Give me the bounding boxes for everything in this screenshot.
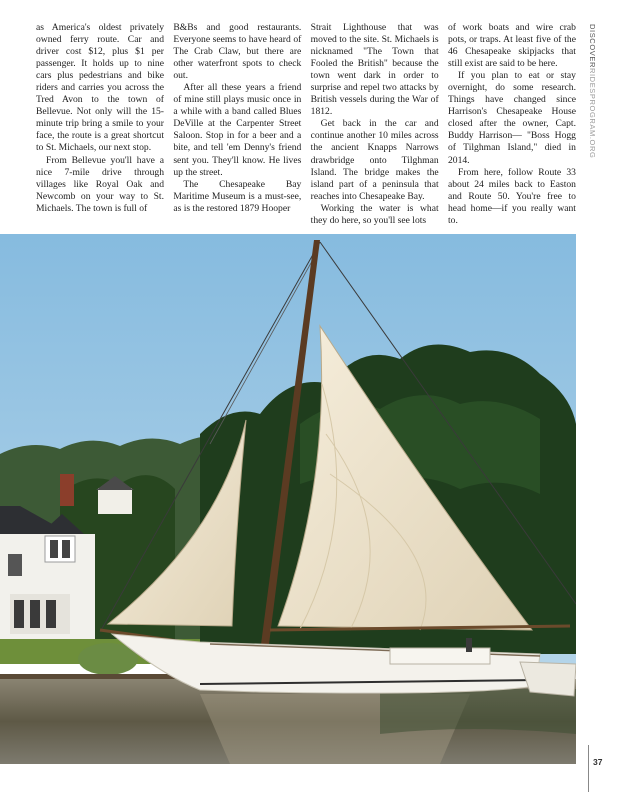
- deck-figure: [466, 638, 472, 652]
- paragraph: After all these years a friend of mine still plays music once in a while with a band called Blues DeVille at the Carpenter Street Saloon. Stop in for a beer and a bite, and tell 'em Denny's friend sent you. They'll know. He lives up the street.: [173, 82, 302, 178]
- paragraph: of work boats and wire crab pots, or traps. At least five of the 46 Chesapeake skipjacks that still exist are said to be here.: [447, 22, 576, 70]
- folio-rule: [588, 745, 589, 792]
- skipjack-illustration: [0, 234, 576, 764]
- cabin: [390, 648, 490, 664]
- skipjack-photo: [0, 234, 576, 764]
- article-text: [36, 22, 576, 226]
- paragraph: B&Bs and good restaurants. Everyone seems to have heard of The Crab Claw, but there are other waterfront spots to check out.: [173, 22, 302, 82]
- paragraph: Strait Lighthouse that was moved to the site. St. Michaels is nicknamed "The Town that Fooled the British" because the town went dark in order to surprise and repel two attacks by British vessels during the War of 1812.: [310, 22, 439, 118]
- section-label: [583, 24, 597, 159]
- tree-reflection: [380, 689, 576, 734]
- section-label-url: RIDESPROGRAM.ORG: [588, 67, 597, 159]
- paragraph: Working the water is what they do here, so you'll see lots: [310, 202, 439, 226]
- section-label-bold: DISCOVER: [588, 24, 597, 68]
- article-column-2: [173, 22, 301, 226]
- paragraph: as America's oldest privately owned ferry route. Car and driver cost $12, plus $1 per passenger. It holds up to nine cars plus pedestrians and bike riders and carries you across the Tred Avon to the town of Bellevue. Not only will the 15-minute trip bring a smile to your face, the route is a great shortcut to St. Michaels, our next stop.: [36, 22, 164, 154]
- paragraph: The Chesapeake Bay Maritime Museum is a must-see, as is the restored 1879 Hooper: [173, 178, 302, 214]
- paragraph: From Bellevue you'll have a nice 7-mile drive through villages like Royal Oak and Newcomb on your way to St. Michaels. The town is full of: [36, 154, 164, 214]
- paragraph: Get back in the car and continue another 10 miles across the ancient Knapps Narrows drawbridge onto Tilghman Island. The bridge makes the island part of a peninsula that reaches into Chesapeake Bay.: [310, 118, 439, 202]
- article-column-3: [311, 22, 439, 226]
- article-column-4: [448, 22, 576, 226]
- article-column-1: [36, 22, 164, 226]
- paragraph: From here, follow Route 33 about 24 miles back to Easton and Route 50. You're free to head home—if you really want to.: [447, 166, 576, 226]
- paragraph: If you plan to eat or stay overnight, do some research. Things have changed since Harrison's Chesapeake House closed after the owner, Capt. Buddy Harrison— "Boss Hogg of Tilghman Island," died in 2014.: [447, 70, 576, 166]
- page-number: 37: [593, 757, 603, 767]
